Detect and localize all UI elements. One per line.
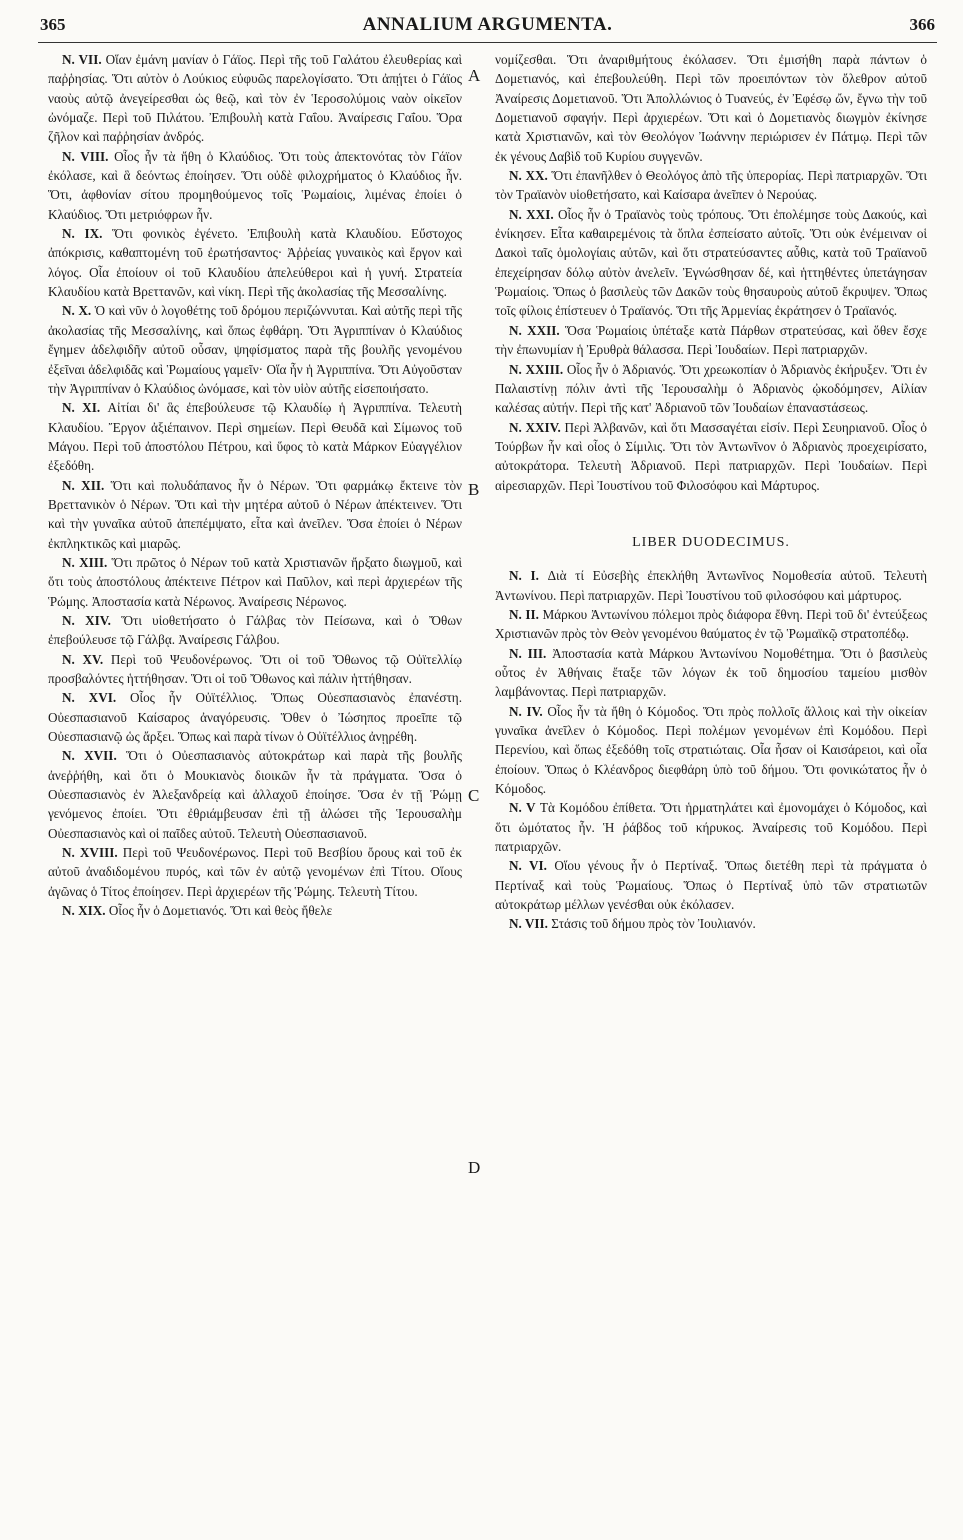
running-header (40, 10, 935, 40)
chapter-summary: Διὰ τί Εὐσεβὴς ἐπεκλήθη Ἀντωνῖνος Νομοθεσία αὐτοῦ. Τελευτὴ Ἀντωνίνου. Περὶ πατριαρχῶν. Περὶ Ἰουστίνου τοῦ φιλοσόφου καὶ μάρτυρος. (495, 568, 927, 603)
left-column (48, 50, 462, 1516)
chapter-entry (495, 914, 927, 933)
chapter-number: N. X. (62, 303, 92, 319)
chapter-number: N. XX. (509, 168, 548, 184)
chapter-number: N. III. (509, 645, 547, 661)
chapter-summary: Περὶ τοῦ Ψευδονέρωνος. Ὅτι οἱ τοῦ Ὄθωνος τῷ Οὐϊτελλίῳ προσβαλόντες ἡττήθησαν. Ὅτι οἱ τοῦ Ὄθωνος καὶ πάλιν ἡττήθησαν. (48, 651, 463, 686)
chapter-entry (495, 360, 927, 418)
page-number-right: 366 (909, 15, 935, 34)
chapter-summary: Ὅτι καὶ πολυδάπανος ἦν ὁ Νέρων. Ὅτι φαρμάκῳ ἔκτεινε τὸν Βρεττανικὸν ὁ Νέρων. Ὅτι καὶ τὴν μητέρα αὐτοῦ ὁ Νέρων ἀπέκτεινεν. Ὅτι καὶ τὴν γυναῖκα αὐτοῦ ἀπεπέμψατο, εἶτα καὶ ἀνεῖλεν. Ὅσα ἐποίει ὁ Νέρων ἐκπληκτικῶς καὶ μιαρῶς. (48, 477, 462, 551)
chapter-summary: Ὅτι ὁ Οὐεσπασιανὸς αὐτοκράτωρ καὶ παρὰ τῆς βουλῆς ἀνεῤῥήθη, καὶ ὅτι ὁ Μουκιανὸς διοικῶν ἦν τὰ πράγματα. Ὅσα ὁ Οὐεσπασιανὸς ἐν Ἀλεξανδρείᾳ καὶ ἀλλαχοῦ ἐποίησε. Ὅσα ἐν τῇ Ῥώμῃ γενόμενος ἐποίει. Ὅτι ἐθριάμβευσαν ἐπὶ τῇ ἁλώσει τῆς Ἱερουσαλὴμ Οὐεσπασιανὸς καὶ οἱ παῖδες αὐτοῦ. Τελευτὴ Οὐεσπασιανοῦ. (48, 748, 462, 841)
chapter-summary: Οἷος ἦν τὰ ἤθη ὁ Κόμοδος. Ὅτι πρὸς πολλοῖς ἄλλοις καὶ τὴν οἰκείαν γυναῖκα ἀνεῖλεν ὁ Κόμοδος. Περὶ πολέμων γενομένων ἐπὶ Κομόδου. Περὶ Περενίου, καὶ ὅπως ἐξεδόθη τοῖς στρατιώταις. Οἷα ἦσαν οἱ Καισάρειοι, καὶ οἷα ἐποίουν. Ὅπως ὁ Κλέανδρος διεφθάρη ὑπὸ τοῦ δήμου. Ὅτι φονικώτατος ἦν ὁ Κόμοδος. (495, 703, 928, 797)
chapter-entry (48, 50, 462, 147)
chapter-number: N. II. (509, 606, 539, 622)
chapter-entry (48, 746, 462, 843)
chapter-number: N. XVI. (62, 690, 117, 706)
chapter-summary: Τὰ Κομόδου ἐπίθετα. Ὅτι ἡρματηλάτει καὶ ἐμονομάχει ὁ Κόμοδος, καὶ ὅτι ὠμότατος ἦν. Ἡ ῥάβδος τοῦ κήρυκος. Ἀναίρεσις τοῦ Κομόδου. Περὶ πατριαρχῶν. (495, 800, 928, 855)
chapter-entry (495, 418, 927, 495)
chapter-entry (48, 650, 462, 689)
chapter-number: N. XII. (62, 477, 105, 493)
chapter-number: N. XIX. (62, 903, 106, 919)
chapter-entry (48, 147, 462, 224)
right-column-entries (495, 166, 927, 495)
chapter-entry (48, 224, 462, 301)
chapter-summary: Ὁ καὶ νῦν ὁ λογοθέτης τοῦ δρόμου περιζώννυται. Καὶ αὐτῆς περὶ τῆς ἀκολασίας τῆς Μεσσαλίνης, καὶ ὅπως ἐφθάρη. Ὅτι Ἀγριππίναν ὁ Κλαύδιος ἔγημεν ἀδελφιδῆν αὐτοῦ οὖσαν, ψηφίσματος παρὰ τῆς βουλῆς γενομένου ἐξεῖναι ἀδελφιδᾶς καὶ Ῥωμαίους γαμεῖν· Οἵα ἦν ἡ Ἀγριππίνα. Ὅτι Αὐγοῦσταν τὴν Ἀγριππίναν ὁ Κλαύδιος ὠνόμασε, καὶ τὸν υἱὸν αὐτῆς εἰσεποιήσατο. (48, 303, 462, 396)
chapter-number: N. XV. (62, 651, 104, 667)
chapter-entry (495, 605, 927, 644)
right-column (495, 50, 927, 1516)
chapter-entry (48, 611, 462, 650)
chapter-summary: Ὅτι ἐπανῆλθεν ὁ Θεολόγος ἀπὸ τῆς ὑπερορίας. Περὶ πατριαρχῶν. Ὅτι τὸν Τραϊανὸν υἱοθετήσατο, καὶ Καίσαρα ἀνεῖπεν ὁ Νερούας. (495, 168, 927, 203)
chapter-entry (495, 166, 927, 205)
chapter-number: N. XXI. (509, 206, 554, 222)
chapter-entry (48, 688, 462, 746)
chapter-summary: Οἵαν ἐμάνη μανίαν ὁ Γάϊος. Περὶ τῆς τοῦ Γαλάτου ἐλευθερίας καὶ παῤῥησίας. Ὅτι αὐτὸν ὁ Λούκιος εὐφυῶς παρελογίσατο. Ὅτι ἀπῄτει ὁ Γάϊος ναοὺς αὐτῷ ἀνεγείρεσθαι ὡς θεῷ, καὶ τὸν ἐν Ἱεροσολύμοις ναὸν οἰκεῖον ὠνόμαζε. Περὶ τοῦ Πιλάτου. Ἐπιβουλὴ κατὰ Γαΐου. Ἀναίρεσις Γαΐου. Ὅρα ζῆλον καὶ παῤῥησίαν ἀνδρός. (48, 52, 462, 145)
chapter-summary: Αἰτίαι δι' ἃς ἐπεβούλευσε τῷ Κλαυδίῳ ἡ Ἀγριππίνα. Τελευτὴ Κλαυδίου. Ἔργον ἀξιέπαινον. Περὶ σημείων. Περὶ Θευδᾶ καὶ Σίμωνος τοῦ Μάγου. Περὶ τοῦ ἀποστόλου Πέτρου, καὶ ὕφος τὸ κατὰ Μάρκον Εὐαγγέλιον ἐξεδόθη. (48, 400, 462, 474)
chapter-entry (495, 566, 927, 605)
chapter-summary: Περὶ Ἀλβανῶν, καὶ ὅτι Μασσαγέται εἰσίν. Περὶ Σευηριανοῦ. Οἷος ὁ Τούρβων ἦν καὶ οἷος ὁ Σίμιλις. Ὅτι τὸν Ἀντωνῖνον ὁ Ἀδριανὸς προεχειρίσατο, αὐτοκράτορα. Τελευτὴ Ἀδριανοῦ. Περὶ πατριαρχῶν. Περὶ Ἰουδαίων. Περὶ αἱρεσιαρχῶν. Περὶ Ἰουστίνου τοῦ Φιλοσόφου καὶ Μάρτυρος. (495, 419, 927, 493)
chapter-number: N. VI. (509, 858, 547, 874)
chapter-number: N. XVII. (62, 748, 117, 764)
page-number-left: 365 (40, 15, 66, 34)
chapter-summary: Ὅσα Ῥωμαίοις ὑπέταξε κατὰ Πάρθων στρατεύσας, καὶ ὅθεν ἔσχε τὴν ἐπωνυμίαν ἡ Ἐρυθρὰ θάλασσα. Περὶ Ἰουδαίων. Περὶ πατριαρχῶν. (495, 322, 928, 358)
chapter-number: N. V (509, 800, 536, 816)
continued-paragraph: νομίζεσθαι. Ὅτι ἀναριθμήτους ἐκόλασεν. Ὅτι ἐμισήθη παρὰ πάντων ὁ Δομετιανός, καὶ ἐπεβουλεύθη. Περὶ τῶν προειπόντων τὸν ὄλεθρον αὐτοῦ Ἀναίρεσις Δομετιανοῦ. Ὅτι Ἀπολλώνιος ὁ Τυανεύς, ἐν Ἐφέσῳ ὤν, ἔγνω τὴν τοῦ Δομετιανοῦ σφαγήν. Περὶ ἀρχιερέων. Ὅτι καὶ ὁ Δομετιανὸς διωγμὸν ἐκίνησε κατὰ Χριστιανῶν, καὶ τὸν Θεολόγον Ἰωάννην περιώρισεν ἐν Πάτμῳ. Περὶ τῶν ἐκ γένους Δαβὶδ τοῦ Κυρίου συγγενῶν. (495, 52, 927, 164)
chapter-entry (495, 702, 927, 799)
chapter-number: N. XVIII. (62, 845, 118, 861)
chapter-number: N. XXIV. (509, 419, 561, 435)
chapter-summary: Οἷος ἦν ὁ Δομετιανός. Ὅτι καὶ θεὸς ἤθελε (108, 903, 333, 919)
chapter-summary: Οἷος ἦν τὰ ἤθη ὁ Κλαύδιος. Ὅτι τοὺς ἀπεκτονότας τὸν Γάϊον ἐκόλασε, καὶ ἃ δεόντως ἐποίησεν. Ὅτι οὐδὲ φιλοχρήματος ὁ Κλαύδιος ἦν. Ὅτι, ἀφθονίαν σίτου προμηθούμενος τοῖς Ῥωμαίοις, λιμένας ἐποίει ὁ Κλαύδιος. Ὅτι μετριόφρων ἦν. (48, 148, 462, 222)
chapter-entry (48, 901, 462, 920)
chapter-entry (48, 301, 462, 398)
running-title: ANNALIUM ARGUMENTA. (362, 14, 613, 35)
chapter-summary: Οἵου γένους ἦν ὁ Περτίναξ. Ὅπως διετέθη περὶ τὰ πράγματα ὁ Περτίναξ καὶ τοὺς Ῥωμαίους. Ὅπως ὁ Περτίναξ ὑπὸ τῶν στρατιωτῶν αὐτοκράτωρ μέλλων γενέσθαι οὐκ ἐκόλασεν. (495, 858, 927, 913)
chapter-summary: Οἷος ἦν ὁ Ἀδριανός. Ὅτι χρεωκοπίαν ὁ Ἀδριανὸς ἐκήρυξεν. Ὅτι ἐν Παλαιστίνῃ πόλιν ἀντὶ τῆς Ἱερουσαλὴμ ὁ Ἀδριανὸς ᾠκοδόμησεν, Αἰλίαν καλέσας αὐτήν. Περὶ τῆς κατ' Ἀδριανοῦ τῶν Ἰουδαίων ἐπαναστάσεως. (495, 361, 927, 416)
chapter-number: N. XIV. (62, 612, 111, 628)
chapter-entry (48, 398, 462, 475)
chapter-number: N. VII. (62, 52, 102, 67)
chapter-number: N. VII. (509, 916, 548, 932)
chapter-summary: Οἷος ἦν ὁ Τραϊανὸς τοὺς τρόπους. Ὅτι ἐπολέμησε τοὺς Δακούς, καὶ ἐνίκησεν. Εἶτα καθαιρεμένοις τὰ ὅπλα ἐσπείσατο αὐτοῖς. Ὅτι οὐκ ἐνέμειναν οἱ Δακοὶ ταῖς ὁμολογίαις αὐτῶν, καὶ ὅτι στρατεύσαντες αὖθις, κατὰ τοῦ Τραϊανοῦ ἐπεχείρησαν δόλῳ αὐτὸν ἀνελεῖν. Ἐγνώσθησαν δέ, καὶ ἡττηθέντες ὑπετάγησαν Ῥωμαίοις. Ὅπως ὁ βασιλεὺς τῶν Δακῶν τοὺς θησαυροὺς αὐτοῦ ἔκρυψεν. Ὅπως τοῖς φίλοις ἐπίστευεν ὁ Τραϊανός. Ὅτι τῆς Ἀρμενίας ἐκράτησεν ὁ Τραϊανός. (495, 206, 928, 319)
chapter-summary: Οἷος ἦν Οὐϊτέλλιος. Ὅπως Οὐεσπασιανὸς ἐπανέστη. Οὐεσπασιανοῦ Καίσαρος ἀναγόρευσις. Ὅθεν ὁ Ἰώσηπος προεῖπε τῷ Οὐεσπασιανῷ ὡς ἄρξει. Ὅπως καὶ παρὰ τίνων ὁ Οὐϊτέλλιος ἀνῃρέθη. (48, 690, 463, 745)
chapter-entry (495, 205, 927, 321)
chapter-entry (495, 321, 927, 360)
chapter-summary: Ὅτι υἱοθετήσατο ὁ Γάλβας τὸν Πείσωνα, καὶ ὁ Ὄθων ἐπεβούλευσε τῷ Γάλβᾳ. Ἀναίρεσις Γάλβου. (48, 612, 462, 648)
book-twelve-entries (495, 566, 927, 934)
chapter-entry (48, 843, 462, 901)
margin-marker-c: C (468, 786, 480, 805)
chapter-entry (48, 553, 462, 611)
chapter-number: N. XXIII. (509, 361, 564, 377)
chapter-summary: Περὶ τοῦ Ψευδονέρωνος. Περὶ τοῦ Βεσβίου ὄρους καὶ τοῦ ἐκ αὐτοῦ ἀναδιδομένου πυρός, καὶ τῶν ἐν αὐτῷ γενομένων ἐπὶ Τίτου. Οἵους ἀγῶνας ὁ Τίτος ἐποίησεν. Περὶ ἀρχιερέων τῆς Ῥώμης. Τελευτὴ Τίτου. (48, 845, 462, 899)
chapter-number: N. I. (509, 568, 539, 584)
chapter-summary: Στάσις τοῦ δήμου πρὸς τὸν Ἰουλιανόν. (551, 916, 756, 932)
chapter-number: N. VIII. (62, 148, 109, 164)
book-heading: LIBER DUODECIMUS. (632, 534, 790, 550)
header-rule (38, 42, 937, 43)
chapter-entry (495, 644, 927, 702)
chapter-number: N. XI. (62, 400, 101, 416)
chapter-number: N. IV. (509, 703, 543, 719)
chapter-summary: Ἀποστασία κατὰ Μάρκου Ἀντωνίνου Νομοθέτημα. Ὅτι ὁ βασιλεὺς οὗτος ἐν Ἀθήναις ἔταξε τῶν λόγων ἐκ τοῦ δημοσίου ταμείου μισθὸν λαμβάνοντας. Περὶ πατριαρχῶν. (495, 645, 928, 700)
chapter-number: N. IX. (62, 226, 103, 242)
chapter-summary: Ὅτι φονικὸς ἐγένετο. Ἐπιβουλὴ κατὰ Κλαυδίου. Εὔστοχος ἀπόκρισις, καθαπτομένη τοῦ ἐρωτήσαντος· Ἀῤῥείας γυναικὸς καὶ ἔργον καὶ λόγος. Οἷα ἐποίουν οἱ τοῦ Κλαυδίου ἀπελεύθεροι καὶ ἡ γυνή. Στρατεία Κλαυδίου κατὰ Βρεττανῶν, καὶ νίκη. Περὶ τῆς ἀκολασίας τῆς Μεσσαλίνης. (48, 226, 463, 300)
chapter-number: N. XIII. (62, 554, 108, 570)
margin-marker-b: B (468, 480, 480, 499)
chapter-entry (495, 798, 927, 856)
margin-marker-d: D (468, 1158, 481, 1177)
chapter-number: N. XXII. (509, 322, 560, 338)
chapter-entry (48, 476, 462, 553)
chapter-entry (495, 856, 927, 914)
chapter-summary: Μάρκου Ἀντωνίνου πόλεμοι πρὸς διάφορα ἔθνη. Περὶ τοῦ δι' ἐντεύξεως Χριστιανῶν πρὸς τὸν Θεὸν γενομένου θαύματος ἐν τῷ Ῥωμαϊκῷ στρατοπέδῳ. (495, 606, 927, 642)
chapter-summary: Ὅτι πρῶτος ὁ Νέρων τοῦ κατὰ Χριστιανῶν ἤρξατο διωγμοῦ, καὶ ὅτι τοὺς ἀποστόλους ἀπέκτεινε Πέτρον καὶ Παῦλον, καὶ περὶ ἀρχιερέων τῆς Ῥώμης. Ἀποστασία κατὰ Νέρωνος. Ἀναίρεσις Νέρωνος. (48, 554, 463, 609)
margin-marker-a: A (468, 66, 481, 85)
